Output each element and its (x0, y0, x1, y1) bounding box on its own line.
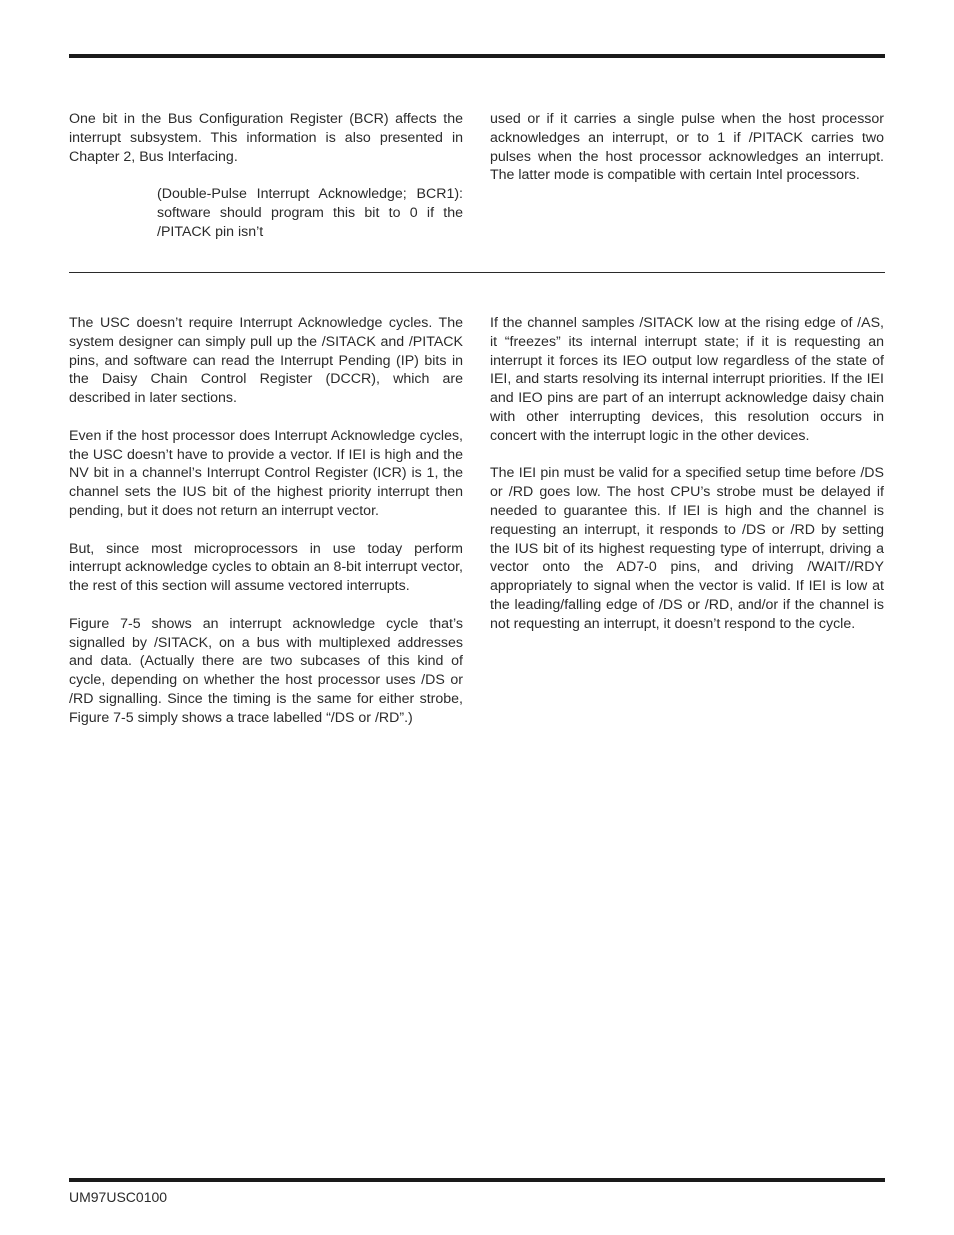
header-rule (69, 54, 885, 58)
document-code: UM97USC0100 (69, 1189, 168, 1205)
section2-right-column (490, 314, 884, 634)
section1-right-column (490, 110, 884, 185)
dpia-continued-paragraph: used or if it carries a single pulse when the host processor acknowledges an interrupt, or to 1 if /PITACK carries two pulses when the host processor acknowledges an interrupt. The latter mode is compatible with certain Intel processors. (490, 111, 884, 184)
paragraph-iei-setup: The IEI pin must be valid for a specified setup time before /DS or /RD goes low. The host CPU’s strobe must be delayed if needed to guarantee this. If IEI is high and the channel is requesting an interrupt, it responds to /DS or /RD by setting the IUS bit of its highest requesting type of interrupt, driving a vector onto the AD7-0 pins, and driving /WAIT//RDY appropriately to signal when the vector is valid. If IEI is low at the leading/falling edge of /DS or /RD, and/or if the channel is not requesting an interrupt, it doesn’t respond to the cycle. (490, 465, 884, 632)
paragraph-vectored-assumption: But, since most microprocessors in use today perform interrupt acknowledge cycles to obtain an 8-bit interrupt vector, the rest of this section will assume vectored interrupts. (69, 540, 463, 595)
paragraph-figure-7-5: Figure 7-5 shows an interrupt acknowledge cycle that’s signalled by /SITACK, on a bus with multiplexed addresses and data. (Actually there are two subcases of this kind of cycle, depending on whether the host processor uses /DS or /RD signalling. Since the timing is the same for either strobe, Figure 7-5 simply shows a trace labelled “/DS or /RD”.) (69, 615, 463, 726)
bcr-intro-paragraph: One bit in the Bus Configuration Register (BCR) affects the interrupt subsystem. This information is also presented in Chapter 2, Bus Interfacing. (69, 111, 463, 165)
footer-rule (69, 1178, 885, 1182)
paragraph-no-vector: Even if the host processor does Interrupt Acknowledge cycles, the USC doesn’t have to provide a vector. If IEI is high and the NV bit in a channel’s Interrupt Control Register (ICR) is 1, the channel sets the IUS bit of the highest priority interrupt then pending, but it does not return an interrupt vector. (69, 427, 463, 519)
dpia-bit-paragraph: (Double-Pulse Interrupt Acknowledge; BCR1): software should program this bit to 0 if the /PITACK pin isn’t (157, 186, 463, 240)
paragraph-no-iack-required: The USC doesn’t require Interrupt Acknowledge cycles. The system designer can simply pull up the /SITACK and /PITACK pins, and software can read the Interrupt Pending (IP) bits in the Daisy Chain Control Register (DCCR), which are described in later sections. (69, 315, 463, 407)
section-divider (69, 272, 885, 273)
paragraph-sitack-sampling: If the channel samples /SITACK low at the rising edge of /AS, it “freezes” its internal interrupt state; if it is requesting an interrupt it forces its IEO output low regardless of the state of IEI, and starts resolving its internal interrupt priorities. If the IEI and IEO pins are part of an interrupt acknowledge daisy chain with other interrupting devices, this resolution occurs in concert with the interrupt logic in the other devices. (490, 315, 884, 444)
section1-left-column (69, 110, 463, 242)
section2-left-column (69, 314, 463, 728)
